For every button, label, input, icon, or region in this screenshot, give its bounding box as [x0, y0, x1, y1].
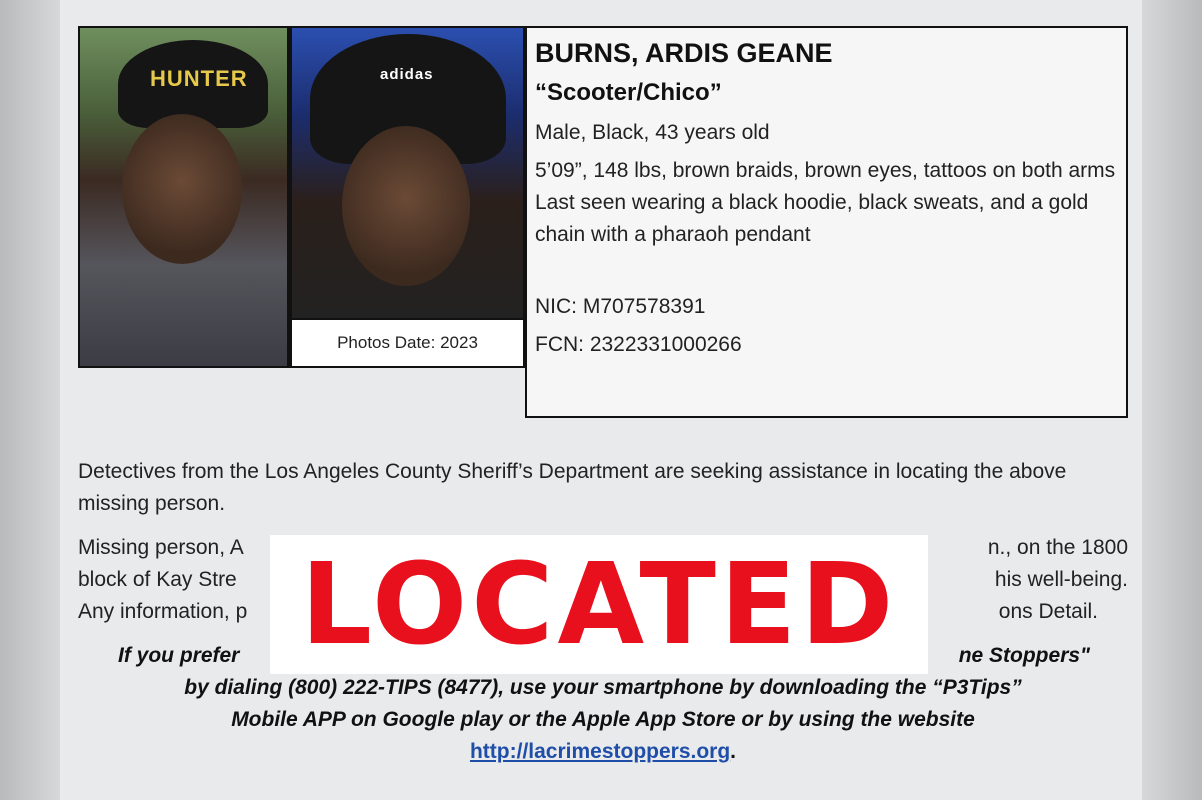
hat-1-text: HUNTER	[150, 66, 248, 91]
photo-1	[80, 28, 287, 366]
photos-date-caption: Photos Date: 2023	[292, 320, 523, 366]
person-physical: 5’09”, 148 lbs, brown braids, brown eyes, tattoos on both arms	[535, 159, 1116, 182]
para2-line2-right: his well-being.	[994, 568, 1128, 591]
person-demographics: Male, Black, 43 years old	[535, 121, 770, 144]
para2-line3-right: ons Detail.	[998, 600, 1098, 623]
adidas-logo-icon: adidas	[380, 66, 434, 83]
person-clothing: Last seen wearing a black hoodie, black sweats, and a gold chain with a pharaoh pendant	[535, 191, 1089, 246]
link-suffix: .	[730, 740, 737, 763]
body-paragraph-1: Detectives from the Los Angeles County Sheriff’s Department are seeking assistance in locating the above missing person.	[78, 460, 1067, 515]
tips-line1-left: If you prefer	[118, 644, 240, 667]
para2-line1-right: n., on the 1800	[987, 536, 1128, 559]
para2-line3-left: Any information, p	[78, 600, 248, 623]
background-right	[1142, 0, 1202, 800]
face-2	[342, 126, 470, 286]
tips-line2: by dialing (800) 222-TIPS (8477), use your smartphone by downloading the “P3Tips”	[184, 676, 1022, 699]
face-1	[122, 114, 242, 264]
person-name: BURNS, ARDIS GEANE	[535, 38, 833, 68]
crime-stoppers-link[interactable]: http://lacrimestoppers.org	[469, 740, 731, 763]
photo-frame	[78, 26, 525, 368]
tips-line1-right: ne Stoppers"	[958, 644, 1090, 667]
located-stamp-text: LOCATED	[300, 539, 898, 670]
para2-line2-left: block of Kay Stre	[78, 568, 237, 591]
photo-2	[292, 28, 523, 318]
person-nickname: “Scooter/Chico”	[535, 79, 722, 106]
para2-line1-left: Missing person, A	[78, 536, 244, 559]
person-fcn: FCN: 2322331000266	[535, 333, 742, 356]
person-nic: NIC: M707578391	[535, 295, 706, 318]
tips-line3: Mobile APP on Google play or the Apple App Store or by using the website	[231, 708, 975, 731]
person-info-box	[525, 26, 1128, 418]
background-left	[0, 0, 60, 800]
located-stamp	[270, 535, 928, 674]
missing-person-flyer	[60, 0, 1142, 800]
